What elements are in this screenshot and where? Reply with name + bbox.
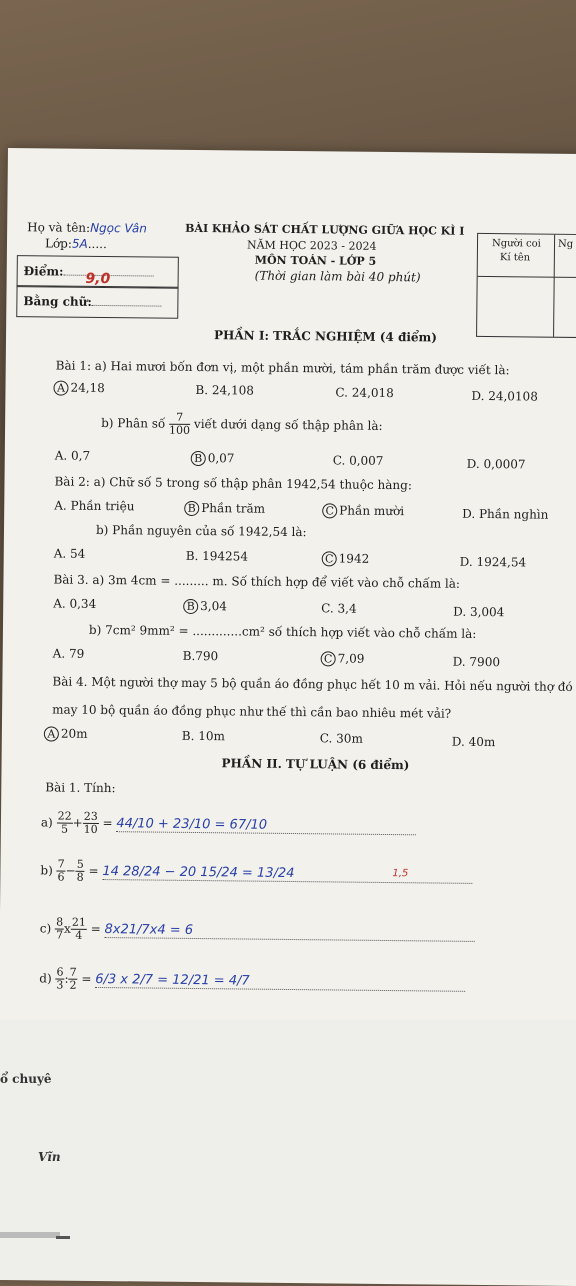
q1a-option-d: D. 24,0108 — [471, 388, 538, 404]
q1b-option-c: C. 0,007 — [332, 453, 384, 468]
calc-d-answer: 6/3 x 2/7 = 12/21 = 4/7 — [95, 972, 465, 992]
calc-a: a) $\frac{22}{5}$ + $\frac{23}{10}$ = 44/10 + 23/10 = 67/10 — [41, 810, 417, 839]
student-name: Ngọc Vân — [90, 220, 147, 236]
q4-option-d: D. 40m — [451, 734, 496, 750]
q1b-option-b: B 0,07 — [191, 451, 235, 466]
q3a-option-a: A. 0,34 — [53, 596, 97, 611]
q2a-option-b: B Phần trăm — [184, 501, 265, 517]
class-value: 5A — [71, 236, 88, 251]
class-row: Lớp:5A..... — [44, 236, 107, 252]
calc-b-mark: 1,5 — [392, 868, 409, 880]
q1b-option-d: D. 0,0007 — [466, 456, 526, 472]
q1a-circle: A — [53, 380, 68, 395]
score-box — [17, 255, 179, 289]
page-edge-1 — [0, 1232, 60, 1238]
words-label: Bằng chữ: — [23, 294, 92, 309]
q3b-option-c: C 7,09 — [321, 651, 365, 666]
words-row — [23, 294, 162, 309]
q2a-option-d: D. Phần nghìn — [462, 506, 549, 522]
q3a-option-b: B 3,04 — [183, 599, 227, 614]
q1b-option-a: A. 0,7 — [54, 448, 91, 463]
score-row — [23, 264, 154, 288]
calc-c-answer: 8x21/7x4 = 6 — [104, 922, 474, 942]
part2-bai1: Bài 1. Tính: — [45, 780, 116, 796]
q2b-option-a: A. 54 — [53, 546, 86, 561]
q1a-option-b: B. 24,108 — [195, 382, 254, 398]
words-box — [16, 285, 178, 319]
underlying-text-1: ổ chuyê — [0, 1072, 52, 1086]
q1a-option-a: A 24,18 — [53, 380, 105, 396]
q1a-option-c: C. 24,018 — [335, 385, 394, 401]
q2b-option-c: C 1942 — [322, 551, 370, 566]
calc-d: d) $\frac{6}{3}$ : $\frac{7}{2}$ = 6/3 x 2/7 = 12/21 = 4/7 — [39, 966, 465, 995]
next-column-label: Ng — [557, 238, 574, 250]
part1-title: PHẦN I: TRẮC NGHIỆM (4 điểm) — [213, 328, 438, 345]
q2a-option-a: A. Phần triệu — [54, 498, 135, 514]
q2a-option-c: C Phần mười — [322, 503, 404, 519]
score-value: 9,0 — [85, 270, 111, 288]
calc-a-answer: 44/10 + 23/10 = 67/10 — [116, 816, 416, 835]
underlying-text-2: Vĩn — [38, 1150, 61, 1164]
school-year: NĂM HỌC 2023 - 2024 — [246, 238, 377, 253]
q1b-text: b) Phân số $\frac{7}{100}$ viết dưới dạng số thập phân là: — [101, 410, 383, 437]
q1a-text: Bài 1: a) Hai mươi bốn đơn vị, một phần mười, tám phần trăm được viết là: — [55, 358, 510, 378]
q3a-option-d: D. 3,004 — [453, 604, 505, 620]
q2a-text: Bài 2: a) Chữ số 5 trong số thập phân 1942,54 thuộc hàng: — [54, 474, 413, 493]
calc-c: c) $\frac{8}{7}$ x $\frac{21}{4}$ = 8x21/7x4 = 6 — [40, 916, 475, 946]
calc-b-answer: 14 28/24 − 20 15/24 = 13/24 — [102, 864, 472, 884]
q3a-text: Bài 3. a) 3m 4cm = ......... m. Số thích hợp để viết vào chỗ chấm là: — [53, 572, 461, 591]
class-label: Lớp: — [44, 236, 72, 251]
q2b-text: b) Phần nguyên của số 1942,54 là: — [95, 522, 307, 540]
exam-title: BÀI KHẢO SÁT CHẤT LƯỢNG GIỮA HỌC KÌ I — [185, 221, 465, 238]
proctor-table — [476, 233, 576, 338]
q3a-option-c: C. 3,4 — [321, 601, 357, 616]
q2b-option-d: D. 1924,54 — [459, 554, 527, 570]
q4-option-b: B. 10m — [181, 728, 226, 744]
calc-b: b) $\frac{7}{6}$ − $\frac{5}{8}$ = 14 28/24 − 20 15/24 = 13/24 — [40, 858, 472, 888]
q4-option-a: A 20m — [44, 726, 88, 741]
proctor-label: Người coi — [491, 238, 541, 250]
score-label: Điểm: — [23, 264, 64, 279]
name-label: Họ và tên: — [27, 220, 91, 235]
name-row — [27, 220, 147, 235]
time-limit: (Thời gian làm bài 40 phút) — [254, 268, 421, 285]
q4-text-line2: may 10 bộ quần áo đồng phục như thế thì cần bao nhiêu mét vải? — [52, 702, 452, 721]
q2b-option-b: B. 194254 — [185, 548, 249, 564]
signature-label: Kí tên — [499, 252, 531, 264]
q3b-option-d: D. 7900 — [452, 654, 501, 670]
page-edge-2 — [56, 1236, 70, 1239]
q4-text-line1: Bài 4. Một người thợ may 5 bộ quần áo đồng phục hết 10 m vải. Hỏi nếu người thợ đó — [52, 674, 573, 694]
subject: MÔN TOÁN - LỚP 5 — [254, 253, 377, 268]
q3b-text: b) 7cm² 9mm² = .............cm² số thích hợp viết vào chỗ chấm là: — [88, 622, 477, 641]
part2-title: PHẦN II. TỰ LUẬN (6 điểm) — [221, 756, 410, 773]
q4-option-c: C. 30m — [319, 731, 363, 746]
underlying-paper — [0, 1020, 576, 1280]
q3b-option-a: A. 79 — [52, 646, 85, 661]
q3b-option-b: B.790 — [182, 648, 219, 664]
